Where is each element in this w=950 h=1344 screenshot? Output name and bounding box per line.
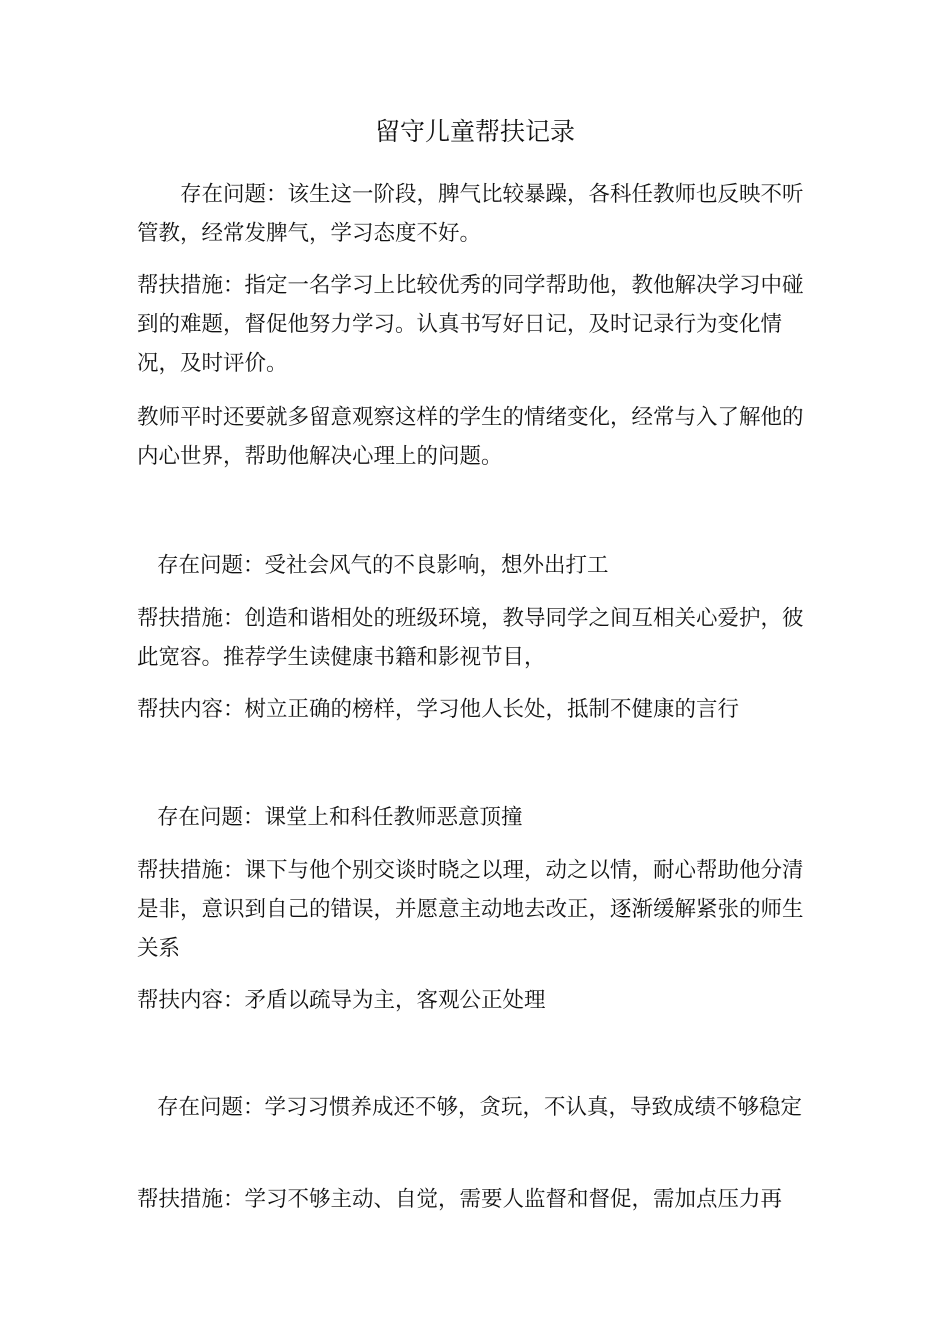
paragraph-problem-4: 存在问题：学习习惯养成还不够，贪玩，不认真，导致成绩不够稳定 [157,1095,803,1120]
paragraph-content-3: 帮扶内容：矛盾以疏导为主，客观公正处理 [137,988,546,1013]
paragraph-problem-2: 存在问题：受社会风气的不良影响，想外出打工 [157,553,609,578]
document-title: 留守儿童帮扶记录 [374,117,575,146]
paragraph-problem-3: 存在问题：课堂上和科任教师恶意顶撞 [157,805,523,830]
paragraph-measure-2: 帮扶措施：创造和谐相处的班级环境，教导同学之间互相关心爱护，彼此宽容。推荐学生读健康书籍和影视节目， [137,606,804,670]
paragraph-measure-4: 帮扶措施：学习不够主动、自觉，需要人监督和督促，需加点压力再 [137,1187,783,1212]
paragraph-content-2: 帮扶内容：树立正确的榜样，学习他人长处，抵制不健康的言行 [137,697,740,722]
paragraph-measure-3: 帮扶措施：课下与他个别交谈时晓之以理，动之以情，耐心帮助他分清是非，意识到自己的错误，并愿意主动地去改正，逐渐缓解紧张的师生关系 [137,858,804,961]
paragraph-measure-1: 帮扶措施：指定一名学习上比较优秀的同学帮助他，教他解决学习中碰到的难题，督促他努力学习。认真书写好日记，及时记录行为变化情况，及时评价。 [137,273,804,376]
paragraph-problem-1: 存在问题：该生这一阶段，脾气比较暴躁，各科任教师也反映不听管教，经常发脾气，学习态度不好。 [137,182,804,246]
paragraph-teacher-note: 教师平时还要就多留意观察这样的学生的情绪变化，经常与入了解他的内心世界，帮助他解决心理上的问题。 [137,405,804,469]
